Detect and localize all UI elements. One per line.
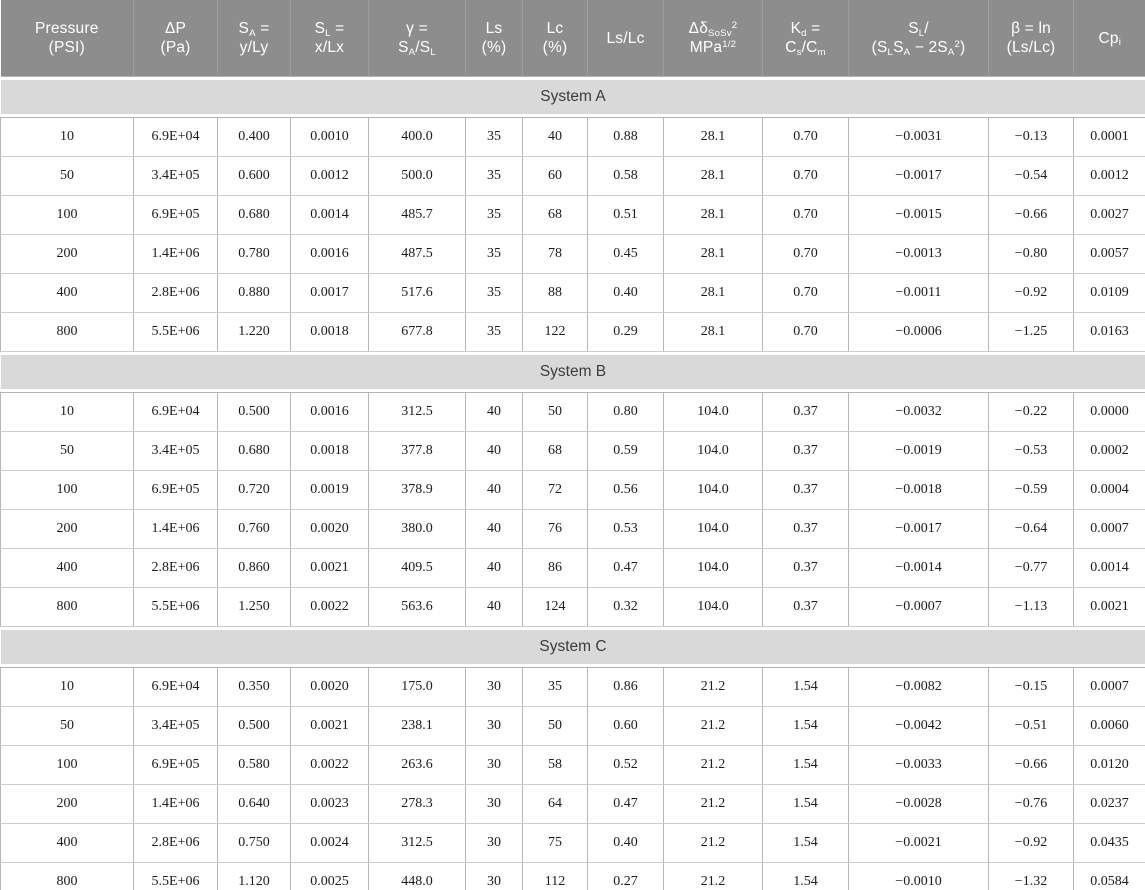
cell-pressure: 400 bbox=[1, 824, 134, 863]
cell-beta: −0.92 bbox=[989, 274, 1074, 313]
cell-sa: 0.760 bbox=[218, 510, 291, 549]
cell-sl: 0.0012 bbox=[291, 157, 369, 196]
cell-ls: 40 bbox=[466, 510, 523, 549]
cell-sa: 0.600 bbox=[218, 157, 291, 196]
cell-beta: −0.15 bbox=[989, 668, 1074, 707]
cell-gamma: 377.8 bbox=[369, 432, 466, 471]
cell-kd: 0.70 bbox=[763, 196, 849, 235]
column-header-gamma: γ = $S_A/S_L$ bbox=[369, 0, 466, 77]
cell-ls-lc: 0.51 bbox=[588, 196, 664, 235]
cell-gamma: 312.5 bbox=[369, 824, 466, 863]
table-row bbox=[1, 510, 1145, 549]
cell-gamma: 380.0 bbox=[369, 510, 466, 549]
cell-delta-delta: 28.1 bbox=[664, 274, 763, 313]
cell-ls-lc: 0.45 bbox=[588, 235, 664, 274]
cell-cpi: 0.0014 bbox=[1074, 549, 1145, 588]
cell-ls: 35 bbox=[466, 274, 523, 313]
cell-sl: 0.0020 bbox=[291, 668, 369, 707]
cell-cpi: 0.0027 bbox=[1074, 196, 1145, 235]
cell-pressure: 100 bbox=[1, 196, 134, 235]
cell-sl: 0.0010 bbox=[291, 118, 369, 157]
cell-gamma: 278.3 bbox=[369, 785, 466, 824]
cell-cpi: 0.0012 bbox=[1074, 157, 1145, 196]
cell-ls-lc: 0.27 bbox=[588, 863, 664, 890]
cell-beta: −0.76 bbox=[989, 785, 1074, 824]
cell-delta-p: 3.4E+05 bbox=[134, 707, 218, 746]
cell-pressure: 200 bbox=[1, 785, 134, 824]
cell-ls: 35 bbox=[466, 235, 523, 274]
cell-beta: −1.25 bbox=[989, 313, 1074, 352]
section-title: System B bbox=[1, 352, 1145, 393]
cell-sa: 0.350 bbox=[218, 668, 291, 707]
cell-lc: 112 bbox=[523, 863, 588, 890]
cell-gamma: 485.7 bbox=[369, 196, 466, 235]
table-row bbox=[1, 471, 1145, 510]
cell-pressure: 50 bbox=[1, 157, 134, 196]
cell-delta-delta: 104.0 bbox=[664, 510, 763, 549]
cell-sa: 0.860 bbox=[218, 549, 291, 588]
cell-sa: 0.720 bbox=[218, 471, 291, 510]
cell-beta: −0.13 bbox=[989, 118, 1074, 157]
cell-gamma: 400.0 bbox=[369, 118, 466, 157]
cell-sl: 0.0016 bbox=[291, 235, 369, 274]
cell-cpi: 0.0435 bbox=[1074, 824, 1145, 863]
cell-delta-delta: 28.1 bbox=[664, 196, 763, 235]
cell-sa: 1.250 bbox=[218, 588, 291, 627]
cell-sa: 1.220 bbox=[218, 313, 291, 352]
cell-sl-ratio: −0.0010 bbox=[849, 863, 989, 890]
cell-sl-ratio: −0.0011 bbox=[849, 274, 989, 313]
cell-ls-lc: 0.53 bbox=[588, 510, 664, 549]
cell-sa: 0.880 bbox=[218, 274, 291, 313]
cell-ls-lc: 0.60 bbox=[588, 707, 664, 746]
cell-gamma: 312.5 bbox=[369, 393, 466, 432]
cell-delta-p: 2.8E+06 bbox=[134, 549, 218, 588]
cell-ls-lc: 0.56 bbox=[588, 471, 664, 510]
table-header bbox=[1, 0, 1145, 77]
column-header-sa: $S_A$ = y/Ly bbox=[218, 0, 291, 77]
cell-cpi: 0.0057 bbox=[1074, 235, 1145, 274]
column-header-kd: $K_d$ = $C_s/C_m$ bbox=[763, 0, 849, 77]
cell-kd: 1.54 bbox=[763, 668, 849, 707]
table-row bbox=[1, 235, 1145, 274]
cell-beta: −1.32 bbox=[989, 863, 1074, 890]
cell-kd: 1.54 bbox=[763, 863, 849, 890]
table-row bbox=[1, 785, 1145, 824]
cell-sa: 0.400 bbox=[218, 118, 291, 157]
cell-kd: 0.37 bbox=[763, 432, 849, 471]
cell-ls: 40 bbox=[466, 549, 523, 588]
cell-lc: 40 bbox=[523, 118, 588, 157]
table-row bbox=[1, 824, 1145, 863]
table-row bbox=[1, 274, 1145, 313]
cell-delta-delta: 104.0 bbox=[664, 471, 763, 510]
table-row bbox=[1, 313, 1145, 352]
cell-pressure: 400 bbox=[1, 549, 134, 588]
cell-delta-p: 6.9E+05 bbox=[134, 746, 218, 785]
cell-sl: 0.0025 bbox=[291, 863, 369, 890]
cell-sl: 0.0024 bbox=[291, 824, 369, 863]
cell-sl: 0.0020 bbox=[291, 510, 369, 549]
table-row bbox=[1, 549, 1145, 588]
cell-delta-p: 2.8E+06 bbox=[134, 274, 218, 313]
cell-sl-ratio: −0.0032 bbox=[849, 393, 989, 432]
cell-cpi: 0.0109 bbox=[1074, 274, 1145, 313]
cell-sl-ratio: −0.0019 bbox=[849, 432, 989, 471]
cell-ls: 30 bbox=[466, 668, 523, 707]
cell-gamma: 175.0 bbox=[369, 668, 466, 707]
cell-lc: 58 bbox=[523, 746, 588, 785]
section-band-system-a bbox=[1, 77, 1145, 118]
cell-ls-lc: 0.47 bbox=[588, 549, 664, 588]
cell-cpi: 0.0163 bbox=[1074, 313, 1145, 352]
cell-sl: 0.0022 bbox=[291, 588, 369, 627]
cell-pressure: 10 bbox=[1, 118, 134, 157]
cell-gamma: 517.6 bbox=[369, 274, 466, 313]
cell-lc: 72 bbox=[523, 471, 588, 510]
table-row bbox=[1, 863, 1145, 890]
cell-sl: 0.0014 bbox=[291, 196, 369, 235]
column-header-cpi: $Cp_i$ bbox=[1074, 0, 1145, 77]
cell-gamma: 378.9 bbox=[369, 471, 466, 510]
cell-sl-ratio: −0.0006 bbox=[849, 313, 989, 352]
cell-delta-delta: 28.1 bbox=[664, 118, 763, 157]
cell-beta: −0.51 bbox=[989, 707, 1074, 746]
cell-kd: 1.54 bbox=[763, 824, 849, 863]
table-row bbox=[1, 118, 1145, 157]
column-header-lc: Lc (%) bbox=[523, 0, 588, 77]
cell-sl-ratio: −0.0017 bbox=[849, 157, 989, 196]
cell-gamma: 677.8 bbox=[369, 313, 466, 352]
cell-delta-p: 5.5E+06 bbox=[134, 588, 218, 627]
table-row bbox=[1, 746, 1145, 785]
cell-ls: 30 bbox=[466, 746, 523, 785]
cell-delta-p: 5.5E+06 bbox=[134, 863, 218, 890]
cell-pressure: 50 bbox=[1, 432, 134, 471]
cell-delta-delta: 104.0 bbox=[664, 393, 763, 432]
cell-ls: 40 bbox=[466, 432, 523, 471]
cell-gamma: 238.1 bbox=[369, 707, 466, 746]
cell-ls-lc: 0.58 bbox=[588, 157, 664, 196]
cell-lc: 50 bbox=[523, 393, 588, 432]
header-row bbox=[1, 0, 1145, 77]
cell-beta: −0.53 bbox=[989, 432, 1074, 471]
cell-sl: 0.0021 bbox=[291, 707, 369, 746]
cell-lc: 68 bbox=[523, 432, 588, 471]
cell-kd: 0.70 bbox=[763, 274, 849, 313]
table-body bbox=[1, 77, 1145, 890]
cell-sl: 0.0022 bbox=[291, 746, 369, 785]
cell-sl-ratio: −0.0028 bbox=[849, 785, 989, 824]
cell-kd: 0.37 bbox=[763, 471, 849, 510]
cell-sl: 0.0016 bbox=[291, 393, 369, 432]
cell-ls: 30 bbox=[466, 863, 523, 890]
cell-kd: 0.37 bbox=[763, 393, 849, 432]
cell-cpi: 0.0060 bbox=[1074, 707, 1145, 746]
cell-cpi: 0.0001 bbox=[1074, 118, 1145, 157]
cell-lc: 68 bbox=[523, 196, 588, 235]
cell-pressure: 100 bbox=[1, 471, 134, 510]
cell-sl-ratio: −0.0082 bbox=[849, 668, 989, 707]
cell-beta: −0.54 bbox=[989, 157, 1074, 196]
table-row bbox=[1, 157, 1145, 196]
cell-ls-lc: 0.52 bbox=[588, 746, 664, 785]
table-row bbox=[1, 707, 1145, 746]
column-header-sl: $S_L$ = x/Lx bbox=[291, 0, 369, 77]
cell-pressure: 800 bbox=[1, 313, 134, 352]
cell-delta-delta: 21.2 bbox=[664, 863, 763, 890]
cell-sa: 1.120 bbox=[218, 863, 291, 890]
cell-sa: 0.780 bbox=[218, 235, 291, 274]
cell-beta: −0.66 bbox=[989, 196, 1074, 235]
cell-ls: 40 bbox=[466, 588, 523, 627]
column-header-pressure: Pressure (PSI) bbox=[1, 0, 134, 77]
cell-gamma: 487.5 bbox=[369, 235, 466, 274]
cell-cpi: 0.0237 bbox=[1074, 785, 1145, 824]
cell-lc: 64 bbox=[523, 785, 588, 824]
table-row bbox=[1, 432, 1145, 471]
cell-sl: 0.0017 bbox=[291, 274, 369, 313]
cell-delta-p: 1.4E+06 bbox=[134, 235, 218, 274]
cell-ls-lc: 0.86 bbox=[588, 668, 664, 707]
cell-pressure: 100 bbox=[1, 746, 134, 785]
cell-beta: −0.77 bbox=[989, 549, 1074, 588]
cell-ls-lc: 0.40 bbox=[588, 274, 664, 313]
table-row bbox=[1, 668, 1145, 707]
cell-sa: 0.640 bbox=[218, 785, 291, 824]
cell-ls: 30 bbox=[466, 785, 523, 824]
cell-beta: −0.80 bbox=[989, 235, 1074, 274]
cell-cpi: 0.0584 bbox=[1074, 863, 1145, 890]
cell-ls-lc: 0.80 bbox=[588, 393, 664, 432]
cell-sa: 0.680 bbox=[218, 432, 291, 471]
cell-pressure: 10 bbox=[1, 393, 134, 432]
cell-delta-p: 3.4E+05 bbox=[134, 157, 218, 196]
cell-ls: 35 bbox=[466, 157, 523, 196]
cell-lc: 122 bbox=[523, 313, 588, 352]
cell-sl: 0.0019 bbox=[291, 471, 369, 510]
cell-gamma: 448.0 bbox=[369, 863, 466, 890]
cell-pressure: 200 bbox=[1, 235, 134, 274]
cell-kd: 0.37 bbox=[763, 588, 849, 627]
cell-beta: −0.22 bbox=[989, 393, 1074, 432]
cell-delta-p: 3.4E+05 bbox=[134, 432, 218, 471]
cell-sl: 0.0018 bbox=[291, 313, 369, 352]
cell-delta-p: 2.8E+06 bbox=[134, 824, 218, 863]
cell-sa: 0.500 bbox=[218, 707, 291, 746]
cell-gamma: 409.5 bbox=[369, 549, 466, 588]
column-header-beta: β = ln (Ls/Lc) bbox=[989, 0, 1074, 77]
section-band-system-c bbox=[1, 627, 1145, 668]
cell-gamma: 263.6 bbox=[369, 746, 466, 785]
cell-lc: 88 bbox=[523, 274, 588, 313]
column-header-ls-lc: Ls/Lc bbox=[588, 0, 664, 77]
cell-delta-delta: 104.0 bbox=[664, 432, 763, 471]
cell-pressure: 10 bbox=[1, 668, 134, 707]
cell-delta-delta: 21.2 bbox=[664, 746, 763, 785]
cell-sl-ratio: −0.0042 bbox=[849, 707, 989, 746]
cell-ls-lc: 0.47 bbox=[588, 785, 664, 824]
cell-ls: 40 bbox=[466, 471, 523, 510]
cell-delta-p: 1.4E+06 bbox=[134, 510, 218, 549]
cell-beta: −0.92 bbox=[989, 824, 1074, 863]
cell-delta-p: 1.4E+06 bbox=[134, 785, 218, 824]
cell-kd: 0.70 bbox=[763, 313, 849, 352]
cell-ls-lc: 0.32 bbox=[588, 588, 664, 627]
cell-sl-ratio: −0.0021 bbox=[849, 824, 989, 863]
cell-ls-lc: 0.29 bbox=[588, 313, 664, 352]
cell-ls: 35 bbox=[466, 118, 523, 157]
cell-cpi: 0.0002 bbox=[1074, 432, 1145, 471]
cell-lc: 35 bbox=[523, 668, 588, 707]
cell-ls: 40 bbox=[466, 393, 523, 432]
cell-beta: −1.13 bbox=[989, 588, 1074, 627]
cell-delta-p: 6.9E+05 bbox=[134, 196, 218, 235]
cell-cpi: 0.0007 bbox=[1074, 510, 1145, 549]
cell-delta-delta: 104.0 bbox=[664, 549, 763, 588]
cell-delta-delta: 28.1 bbox=[664, 313, 763, 352]
cell-ls-lc: 0.59 bbox=[588, 432, 664, 471]
cell-ls: 30 bbox=[466, 707, 523, 746]
cell-sl-ratio: −0.0015 bbox=[849, 196, 989, 235]
column-header-delta-delta: $\Delta\delta_{SoSv}^2$ MPa$^{1/2}$ bbox=[664, 0, 763, 77]
cell-kd: 1.54 bbox=[763, 746, 849, 785]
cell-delta-delta: 21.2 bbox=[664, 668, 763, 707]
cell-sa: 0.580 bbox=[218, 746, 291, 785]
cell-cpi: 0.0021 bbox=[1074, 588, 1145, 627]
column-header-sl-ratio: $S_L/$ $(S_LS_A - 2S_A^2)$ bbox=[849, 0, 989, 77]
cell-sl-ratio: −0.0031 bbox=[849, 118, 989, 157]
cell-sl: 0.0018 bbox=[291, 432, 369, 471]
cell-beta: −0.59 bbox=[989, 471, 1074, 510]
section-title: System C bbox=[1, 627, 1145, 668]
section-title: System A bbox=[1, 77, 1145, 118]
cell-kd: 0.37 bbox=[763, 510, 849, 549]
table-row bbox=[1, 588, 1145, 627]
cell-delta-delta: 21.2 bbox=[664, 707, 763, 746]
cell-sl: 0.0021 bbox=[291, 549, 369, 588]
cell-lc: 124 bbox=[523, 588, 588, 627]
cell-sl-ratio: −0.0014 bbox=[849, 549, 989, 588]
cell-cpi: 0.0000 bbox=[1074, 393, 1145, 432]
cell-lc: 86 bbox=[523, 549, 588, 588]
cell-kd: 0.70 bbox=[763, 118, 849, 157]
cell-sl-ratio: −0.0018 bbox=[849, 471, 989, 510]
table-row bbox=[1, 196, 1145, 235]
cell-ls: 30 bbox=[466, 824, 523, 863]
cell-ls-lc: 0.40 bbox=[588, 824, 664, 863]
cell-sa: 0.750 bbox=[218, 824, 291, 863]
cell-pressure: 800 bbox=[1, 588, 134, 627]
cell-delta-delta: 21.2 bbox=[664, 785, 763, 824]
table-row bbox=[1, 393, 1145, 432]
cell-kd: 0.70 bbox=[763, 157, 849, 196]
column-header-delta-p: ΔP (Pa) bbox=[134, 0, 218, 77]
cell-lc: 78 bbox=[523, 235, 588, 274]
cell-sa: 0.680 bbox=[218, 196, 291, 235]
cell-ls: 35 bbox=[466, 196, 523, 235]
cell-delta-delta: 28.1 bbox=[664, 157, 763, 196]
cell-kd: 1.54 bbox=[763, 785, 849, 824]
cell-beta: −0.66 bbox=[989, 746, 1074, 785]
cell-lc: 76 bbox=[523, 510, 588, 549]
cell-pressure: 400 bbox=[1, 274, 134, 313]
cell-lc: 60 bbox=[523, 157, 588, 196]
cell-sl-ratio: −0.0017 bbox=[849, 510, 989, 549]
cell-ls-lc: 0.88 bbox=[588, 118, 664, 157]
cell-delta-p: 6.9E+05 bbox=[134, 471, 218, 510]
cell-kd: 0.70 bbox=[763, 235, 849, 274]
cell-sl-ratio: −0.0033 bbox=[849, 746, 989, 785]
cell-delta-delta: 28.1 bbox=[664, 235, 763, 274]
cell-delta-p: 6.9E+04 bbox=[134, 668, 218, 707]
cell-cpi: 0.0007 bbox=[1074, 668, 1145, 707]
cell-delta-p: 6.9E+04 bbox=[134, 118, 218, 157]
cell-kd: 1.54 bbox=[763, 707, 849, 746]
cell-pressure: 200 bbox=[1, 510, 134, 549]
cell-pressure: 50 bbox=[1, 707, 134, 746]
cell-kd: 0.37 bbox=[763, 549, 849, 588]
column-header-ls: Ls (%) bbox=[466, 0, 523, 77]
cell-sl: 0.0023 bbox=[291, 785, 369, 824]
cell-cpi: 0.0004 bbox=[1074, 471, 1145, 510]
cell-lc: 50 bbox=[523, 707, 588, 746]
cell-ls: 35 bbox=[466, 313, 523, 352]
cell-delta-p: 5.5E+06 bbox=[134, 313, 218, 352]
cell-gamma: 563.6 bbox=[369, 588, 466, 627]
cell-beta: −0.64 bbox=[989, 510, 1074, 549]
cell-delta-delta: 21.2 bbox=[664, 824, 763, 863]
cell-sl-ratio: −0.0007 bbox=[849, 588, 989, 627]
cell-pressure: 800 bbox=[1, 863, 134, 890]
cell-lc: 75 bbox=[523, 824, 588, 863]
cell-sl-ratio: −0.0013 bbox=[849, 235, 989, 274]
cell-cpi: 0.0120 bbox=[1074, 746, 1145, 785]
cell-sa: 0.500 bbox=[218, 393, 291, 432]
section-band-system-b bbox=[1, 352, 1145, 393]
cell-delta-p: 6.9E+04 bbox=[134, 393, 218, 432]
cell-gamma: 500.0 bbox=[369, 157, 466, 196]
cell-delta-delta: 104.0 bbox=[664, 588, 763, 627]
